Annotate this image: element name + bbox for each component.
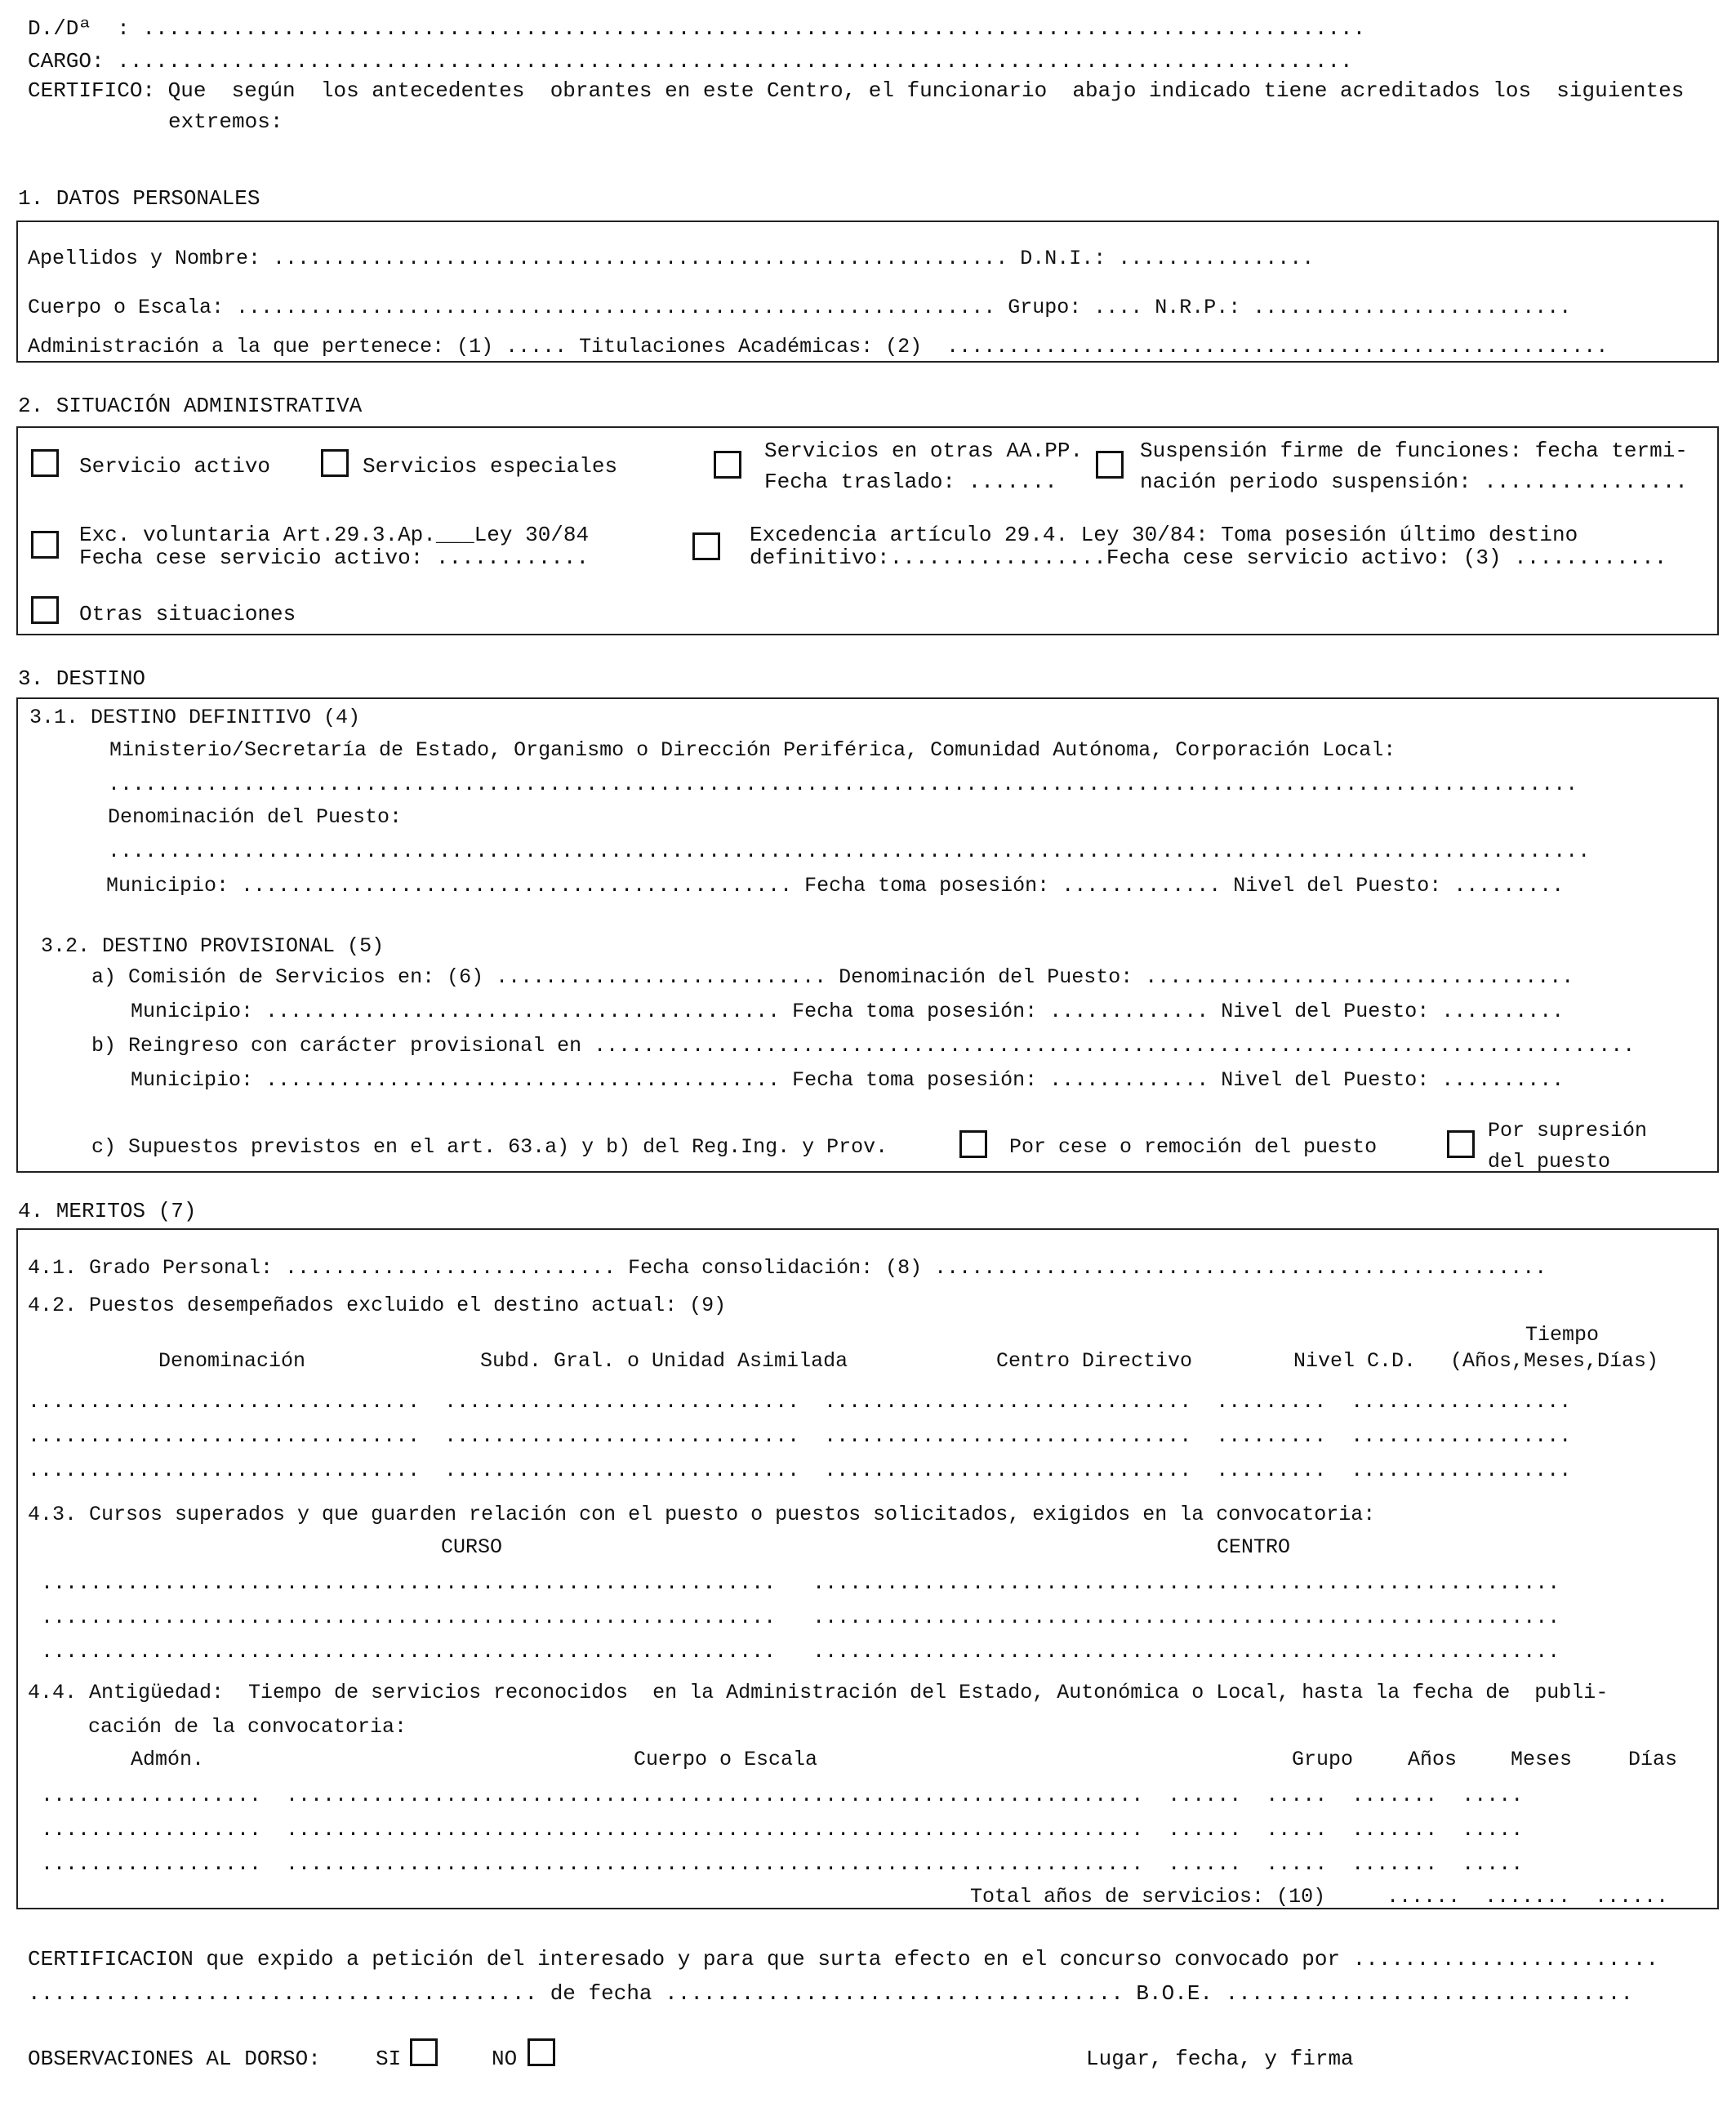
col-centro-header: CENTRO [1217, 1535, 1291, 1559]
antiguedad-title-cont: cación de la convocatoria: [88, 1715, 407, 1739]
supuestos-label: c) Supuestos previstos en el art. 63.a) y b) del Reg.Ing. y Prov. [91, 1135, 888, 1159]
no-checkbox[interactable] [527, 2038, 555, 2066]
excedencia-294-label: Excedencia artículo 29.4. Ley 30/84: Toma posesión último destino [750, 523, 1578, 547]
cese-remocion-checkbox[interactable] [959, 1130, 987, 1158]
antiguedad-row[interactable]: .................. ...................................................................... ...... ..... ....... ..... [41, 1784, 1524, 1807]
otras-aapp-checkbox[interactable] [714, 451, 741, 479]
section-2-title: 2. SITUACIÓN ADMINISTRATIVA [18, 394, 363, 418]
grado-personal-field[interactable]: 4.1. Grado Personal: ........................... Fecha consolidación: (8) .................................................. [28, 1256, 1547, 1280]
si-label: SI [376, 2047, 402, 2071]
col-denominacion-header: Denominación [158, 1349, 306, 1373]
suspension-fecha-field[interactable]: nación periodo suspensión: ................ [1140, 470, 1688, 494]
supresion-label: Por supresión [1488, 1119, 1648, 1143]
ministerio-field[interactable]: ........................................................................................................................ [108, 773, 1578, 796]
denominacion-label: Denominación del Puesto: [108, 805, 403, 829]
col-anos-header: Años [1408, 1748, 1458, 1771]
destino-provisional-title: 3.2. DESTINO PROVISIONAL (5) [41, 934, 385, 958]
antiguedad-row[interactable]: .................. ...................................................................... ...... ..... ....... ..... [41, 1852, 1524, 1876]
municipio-definitivo-field[interactable]: Municipio: ............................................. Fecha toma posesión: ............. Nivel del Puesto: ......... [106, 874, 1565, 898]
ministerio-label: Ministerio/Secretaría de Estado, Organismo o Dirección Periférica, Comunidad Autónoma, Corporación Local: [109, 738, 1396, 762]
section-4-title: 4. MERITOS (7) [18, 1199, 197, 1223]
col-centro-directivo-header: Centro Directivo [996, 1349, 1193, 1373]
col-dias-header: Días [1628, 1748, 1678, 1771]
firma-label: Lugar, fecha, y firma [1086, 2047, 1354, 2071]
observaciones-label: OBSERVACIONES AL DORSO: [28, 2047, 321, 2071]
si-checkbox[interactable] [410, 2038, 438, 2066]
comision-municipio-field[interactable]: Municipio: .......................................... Fecha toma posesión: ............. Nivel del Puesto: .......... [131, 1000, 1565, 1023]
otras-situaciones-checkbox[interactable] [31, 596, 59, 624]
cuerpo-escala-field[interactable]: Cuerpo o Escala: .............................................................. Grupo: .... N.R.P.: .......................... [28, 296, 1572, 319]
administracion-field[interactable]: Administración a la que pertenece: (1) ..... Titulaciones Académicas: (2) ...................................................... [28, 335, 1609, 359]
comision-servicios-field[interactable]: a) Comisión de Servicios en: (6) ........................... Denominación del Puesto: ................................... [91, 965, 1574, 989]
cursos-title: 4.3. Cursos superados y que guarden relación con el puesto o puestos solicitados, exigidos en la convocatoria: [28, 1503, 1376, 1526]
col-curso-header: CURSO [441, 1535, 503, 1559]
suspension-checkbox[interactable] [1096, 451, 1124, 479]
col-grupo-header: Grupo [1292, 1748, 1354, 1771]
apellidos-nombre-field[interactable]: Apellidos y Nombre: ............................................................ D.N.I.: ................ [28, 247, 1315, 270]
puestos-row[interactable]: ................................ ............................. .............................. ......... .................. [28, 1424, 1572, 1448]
cursos-row[interactable]: ............................................................ ............................................................. [41, 1606, 1560, 1629]
col-meses-header: Meses [1511, 1748, 1573, 1771]
total-servicios-field[interactable]: Total años de servicios: (10) ...... ....... ...... [970, 1885, 1669, 1909]
servicios-especiales-checkbox[interactable] [321, 449, 349, 477]
puestos-title: 4.2. Puestos desempeñados excluido el destino actual: (9) [28, 1294, 727, 1317]
cargo-field[interactable]: CARGO: ................................................................................................. [28, 49, 1353, 74]
certifico-text-cont: extremos: [168, 109, 283, 134]
no-label: NO [492, 2047, 518, 2071]
section-3-title: 3. DESTINO [18, 666, 146, 691]
denominacion-field[interactable]: ......................................................................................................................... [108, 840, 1591, 863]
dd-field[interactable]: D./Dª : ................................................................................................ [28, 16, 1366, 41]
certifico-text: CERTIFICO: Que según los antecedentes obrantes en este Centro, el funcionario abajo indicado tiene acreditados los siguientes [28, 78, 1685, 103]
cursos-row[interactable]: ............................................................ ............................................................. [41, 1571, 1560, 1595]
section-1-title: 1. DATOS PERSONALES [18, 186, 260, 211]
otras-aapp-label: Servicios en otras AA.PP. [764, 439, 1084, 463]
excedencia-294-checkbox[interactable] [692, 532, 720, 560]
col-admon-header: Admón. [131, 1748, 205, 1771]
supresion-checkbox[interactable] [1447, 1130, 1475, 1158]
excedencia-294-fecha-field[interactable]: definitivo:.................Fecha cese servicio activo: (3) ............ [750, 546, 1667, 570]
reingreso-field[interactable]: b) Reingreso con carácter provisional en ..................................................................................... [91, 1034, 1636, 1058]
otras-situaciones-label: Otras situaciones [79, 602, 296, 626]
antiguedad-row[interactable]: .................. ...................................................................... ...... ..... ....... ..... [41, 1818, 1524, 1842]
exc-voluntaria-fecha-field[interactable]: Fecha cese servicio activo: ............ [79, 546, 590, 570]
cese-remocion-label: Por cese o remoción del puesto [1009, 1135, 1378, 1159]
exc-voluntaria-label: Exc. voluntaria Art.29.3.Ap.___Ley 30/84 [79, 523, 590, 547]
servicio-activo-label: Servicio activo [79, 454, 271, 479]
supresion-label-cont: del puesto [1488, 1150, 1611, 1174]
col-tiempo-header: Tiempo [1525, 1323, 1600, 1347]
col-subd-header: Subd. Gral. o Unidad Asimilada [480, 1349, 848, 1373]
puestos-row[interactable]: ................................ ............................. .............................. ......... .................. [28, 1459, 1572, 1482]
puestos-row[interactable]: ................................ ............................. .............................. ......... .................. [28, 1390, 1572, 1414]
certificacion-field[interactable]: CERTIFICACION que expido a petición del interesado y para que surta efecto en el concurso convocado por ........................ [28, 1947, 1659, 1971]
exc-voluntaria-checkbox[interactable] [31, 531, 59, 559]
fecha-traslado-field[interactable]: Fecha traslado: ....... [764, 470, 1057, 494]
servicios-especiales-label: Servicios especiales [363, 454, 618, 479]
col-cuerpo-header: Cuerpo o Escala [634, 1748, 818, 1771]
certificacion-fecha-field[interactable]: ........................................ de fecha .................................... B.O.E. ................................ [28, 1981, 1633, 2006]
antiguedad-title: 4.4. Antigüedad: Tiempo de servicios reconocidos en la Administración del Estado, Autonómica o Local, hasta la fecha de publi- [28, 1681, 1609, 1704]
destino-definitivo-title: 3.1. DESTINO DEFINITIVO (4) [29, 706, 361, 729]
reingreso-municipio-field[interactable]: Municipio: .......................................... Fecha toma posesión: ............. Nivel del Puesto: .......... [131, 1068, 1565, 1092]
col-tiempo-header-unit: (Años,Meses,Días) [1450, 1349, 1659, 1373]
suspension-label: Suspensión firme de funciones: fecha termi- [1140, 439, 1688, 463]
cursos-row[interactable]: ............................................................ ............................................................. [41, 1640, 1560, 1664]
col-nivel-header: Nivel C.D. [1293, 1349, 1417, 1373]
servicio-activo-checkbox[interactable] [31, 449, 59, 477]
